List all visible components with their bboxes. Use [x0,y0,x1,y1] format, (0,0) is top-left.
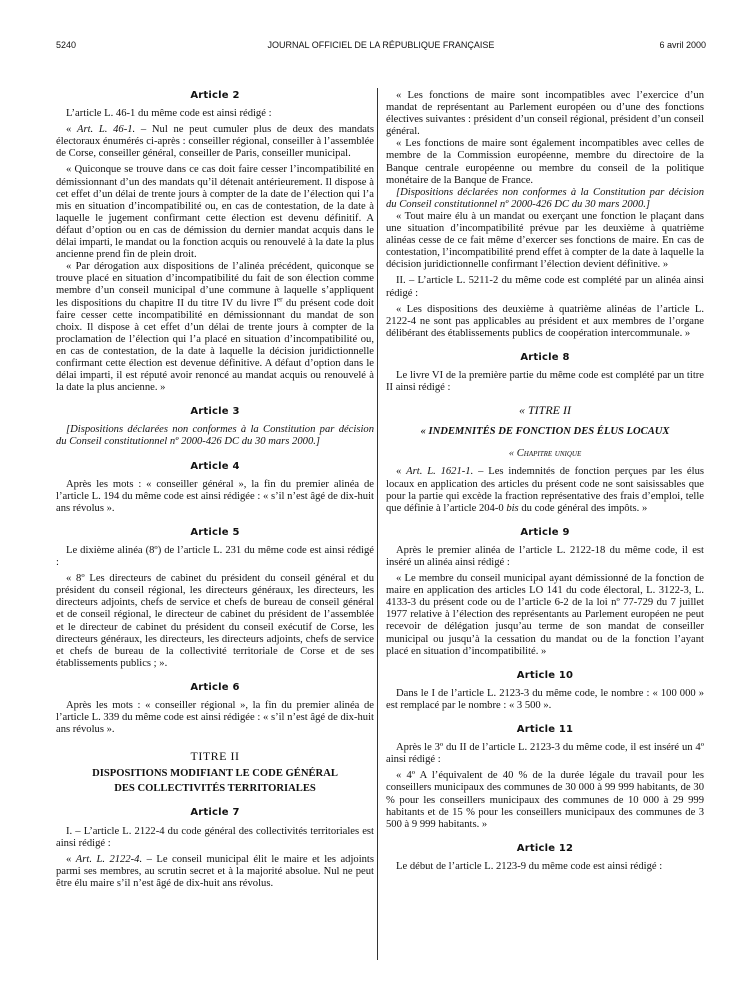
paragraph-text: du code général des impôts. » [518,502,648,514]
paragraph-text: – Nul ne peut cumuler plus de deux des mandats électoraux énumérés ci-après : conseiller régional, conseiller à l’assemblée de Corse, conseiller général, conseiller de Paris, conseiller municipal. [56,124,375,160]
article-9 [386,527,704,658]
column-divider [377,88,378,960]
article-heading: Article 11 [516,724,574,736]
article-12 [386,843,704,873]
article-6 [56,682,374,736]
article-heading: Article 2 [190,90,240,101]
left-column [56,90,374,894]
article-heading: Article 8 [520,351,570,363]
article-2 [56,90,374,394]
article-heading: Article 3 [190,406,240,418]
paragraph: « Les fonctions de maire sont également incompatibles avec celles de membre de la Commission européenne, membre du directoire de la Banque centrale européenne ou membre du conseil de la politique monétaire de la Banque de France. [386,138,704,186]
article-heading: Article 9 [520,526,570,538]
inserted-chapter: « Chapitre unique [508,448,582,460]
inserted-titre: « TITRE II [519,403,571,418]
titre-subtitle: DISPOSITIONS MODIFIANT LE CODE GÉNÉRAL [92,768,338,780]
paragraph: Dans le I de l’article L. 2123-3 du même code, le nombre : « 100 000 » est remplacé par le nombre : « 3 500 ». [386,687,704,711]
paragraph: « Quiconque se trouve dans ce cas doit faire cesser l’incompatibilité en démissionnant d’un des mandats qu’il détenait antérieurement. Il dispose à cet effet d’un délai de trente jours à compter de la date de l’élection qui l’a mis en situation d’incompatibilité ou, en cas de contestation, de la date à laquelle le jugement confirmant cette élection est devenu définitif. A défaut d’option ou en cas de démission du dernier mandat acquis dans le délai imparti, le mandat ou la fonction acquis ou renouvelé à la date la plus ancienne prend fin de plein droit. [56,164,374,261]
article-heading: Article 6 [190,681,240,693]
article-8 [386,352,704,515]
paragraph: « Le membre du conseil municipal ayant démissionné de la fonction de maire en application des articles LO 141 du code électoral, L. 3122-3, L. 4133-3 du présent code ou de l’article 6-2 de la loi nº 77-729 du 7 juillet 1977 relative à l’élection des représentants au Parlement européen ne peut recevoir de délégation jusqu’au terme de son mandat de conseiller municipal ou jusqu’à la cessation du mandat ou de la fonction l’ayant placé en situation d’incompatibilité. » [386,573,704,657]
article-heading: Article 5 [190,526,240,538]
article-10 [386,670,704,712]
page-header [56,40,706,54]
paragraph-text: – Les indemnités de fonction perçues par les élus locaux en application des articles du présent code ne sont saisissables que pour la partie qui excède la fraction représentative des frais d’emploi, telle que définie à l’article 204-0 [386,466,704,514]
paragraph [56,854,374,890]
article-reference: Art. L. 46-1. [77,124,136,136]
paragraph: Après le 3º du II de l’article L. 2123-3 du même code, il est inséré un 4º ainsi rédigé : [386,742,704,766]
bis-marker: bis [506,502,519,514]
inserted-titre-subtitle: « INDEMNITÉS DE FONCTION DES ÉLUS LOCAUX [420,426,670,438]
article-heading: Article 7 [190,807,240,819]
article-reference: Art. L. 2122-4. [75,853,143,865]
paragraph: « Tout maire élu à un mandat ou exerçant une fonction le plaçant dans une situation d’incompatibilité prévue par les deuxième à quatrième alinéas cesse de ce fait même d’exercer ses fonctions de maire. En cas de contestation, l’incompatibilité prend effet à compter de la date à laquelle la décision juridictionnelle confirmant l’élection devient définitive. » [386,210,704,271]
paragraph: L’article L. 46-1 du même code est ainsi rédigé : [66,108,272,120]
article-heading: Article 4 [190,460,240,472]
paragraph: Le livre VI de la première partie du même code est complété par un titre II ainsi rédigé : [386,369,704,394]
right-column [386,90,704,877]
paragraph-text: « Par dérogation aux dispositions de l’alinéa précédent, quiconque se trouve placé en situation d’incompatibilité du fait de son élection comme membre d’un conseil municipal d’une commune à laquelle s’appliquent les dispositions du chapitre II du titre IV du livre I [56,261,374,309]
titre-2 [56,750,374,795]
journal-title: JOURNAL OFFICIEL DE LA RÉPUBLIQUE FRANÇAISE [267,40,495,50]
quote-mark: « [66,853,76,865]
paragraph [386,466,704,514]
paragraph: Le dixième alinéa (8º) de l’article L. 231 du même code est ainsi rédigé : [56,545,374,569]
constitutional-note: [Dispositions déclarées non conformes à la Constitution par décision du Conseil constitutionnel nº 2000-426 DC du 30 mars 2000.] [386,186,704,210]
paragraph: Après le premier alinéa de l’article L. 2122-18 du même code, il est inséré un alinéa ainsi rédigé : [386,544,704,568]
paragraph: « Les fonctions de maire sont incompatibles avec l’exercice d’un mandat de représentant au Parlement européen ou d’une des fonctions électives suivantes : président d’un conseil régional, président d’un conseil général. [386,90,704,138]
paragraph [56,261,374,394]
page-number: 5240 [56,40,77,50]
paragraph: « 4º A l’équivalent de 40 % de la durée légale du travail pour les conseillers municipaux des communes de 30 000 à 99 999 habitants, de 30 % pour les conseillers municipaux des communes de 10 000 à 29 999 habitants et de 15 % pour les conseillers municipaux des communes de 3 500 à 9 999 habitants. » [386,770,704,830]
paragraph: Après les mots : « conseiller régional », la fin du premier alinéa de l’article L. 339 du même code est ainsi rédigée : « s’il n’est âgé de dix-huit ans révolus ». [56,700,374,736]
paragraph-text: du présent code doit faire cesser cette incompatibilité en démissionnant du mandat de son choix. Il dispose à cet effet d’un délai de trente jours à compter de la proclamation de l’élection qui l’a placé en situation d’incompatibilité ou, en cas de contestation, de la date à laquelle la décision juridictionnelle confirmant cette élection est devenue définitive. A défaut d’option dans le délai imparti, il est réputé avoir renoncé au mandat acquis ou renouvelé à la date la plus ancienne. » [56,297,374,394]
paragraph: Après les mots : « conseiller général », la fin du premier alinéa de l’article L. 194 du même code est ainsi rédigée : « s’il n’est âgé de dix-huit ans révolus ». [56,478,374,514]
paragraph: « Les dispositions des deuxième à quatrième alinéas de l’article L. 2122-4 ne sont pas applicables au président et aux membres de l’organe délibérant des établissements publics de coopération intercommunale. » [386,303,704,339]
quote-mark: « [66,124,77,136]
article-7 [56,807,374,890]
paragraph: I. – L’article L. 2122-4 du code général des collectivités territoriales est ainsi rédigé : [56,825,374,849]
article-heading: Article 12 [516,842,574,854]
quote-mark: « [396,466,407,478]
paragraph: « 8º Les directeurs de cabinet du président du conseil général et du président du conseil régional, les directeurs généraux, les directeurs, les directeurs adjoints, chefs de service et chefs de bureau de conseil général et de conseil régional, le directeur de cabinet du président de l’assemblée et le directeur de cabinet du président du conseil exécutif de Corse, les directeurs généraux, les directeurs, les directeurs adjoints, chefs de service et chefs de bureau de la collectivité territoriale de Corse et de ses établissements publics ; ». [56,573,374,669]
article-heading: Article 10 [516,669,574,681]
article-4 [56,461,374,515]
publication-date: 6 avril 2000 [659,40,706,50]
article-5 [56,527,374,670]
article-reference: Art. L. 1621-1. [406,466,474,478]
article-3 [56,406,374,448]
paragraph [56,124,374,160]
titre-subtitle: DES COLLECTIVITÉS TERRITORIALES [114,782,316,794]
superscript: er [277,294,283,303]
titre-label: TITRE II [190,749,240,764]
paragraph: Le début de l’article L. 2123-9 du même code est ainsi rédigé : [396,860,663,872]
article-11 [386,724,704,831]
constitutional-note: [Dispositions déclarées non conformes à la Constitution par décision du Conseil constitutionnel nº 2000-426 DC du 30 mars 2000.] [56,424,374,448]
paragraph-text: – Le conseil municipal élit le maire et les adjoints parmi ses membres, au scrutin secret et à la majorité absolue. Nul ne peut être élu maire s’il n’est âgé de dix-huit ans révolus. [56,853,374,889]
article-7-continued [386,90,704,340]
paragraph: II. – L’article L. 5211-2 du même code est complété par un alinéa ainsi rédigé : [386,275,704,299]
